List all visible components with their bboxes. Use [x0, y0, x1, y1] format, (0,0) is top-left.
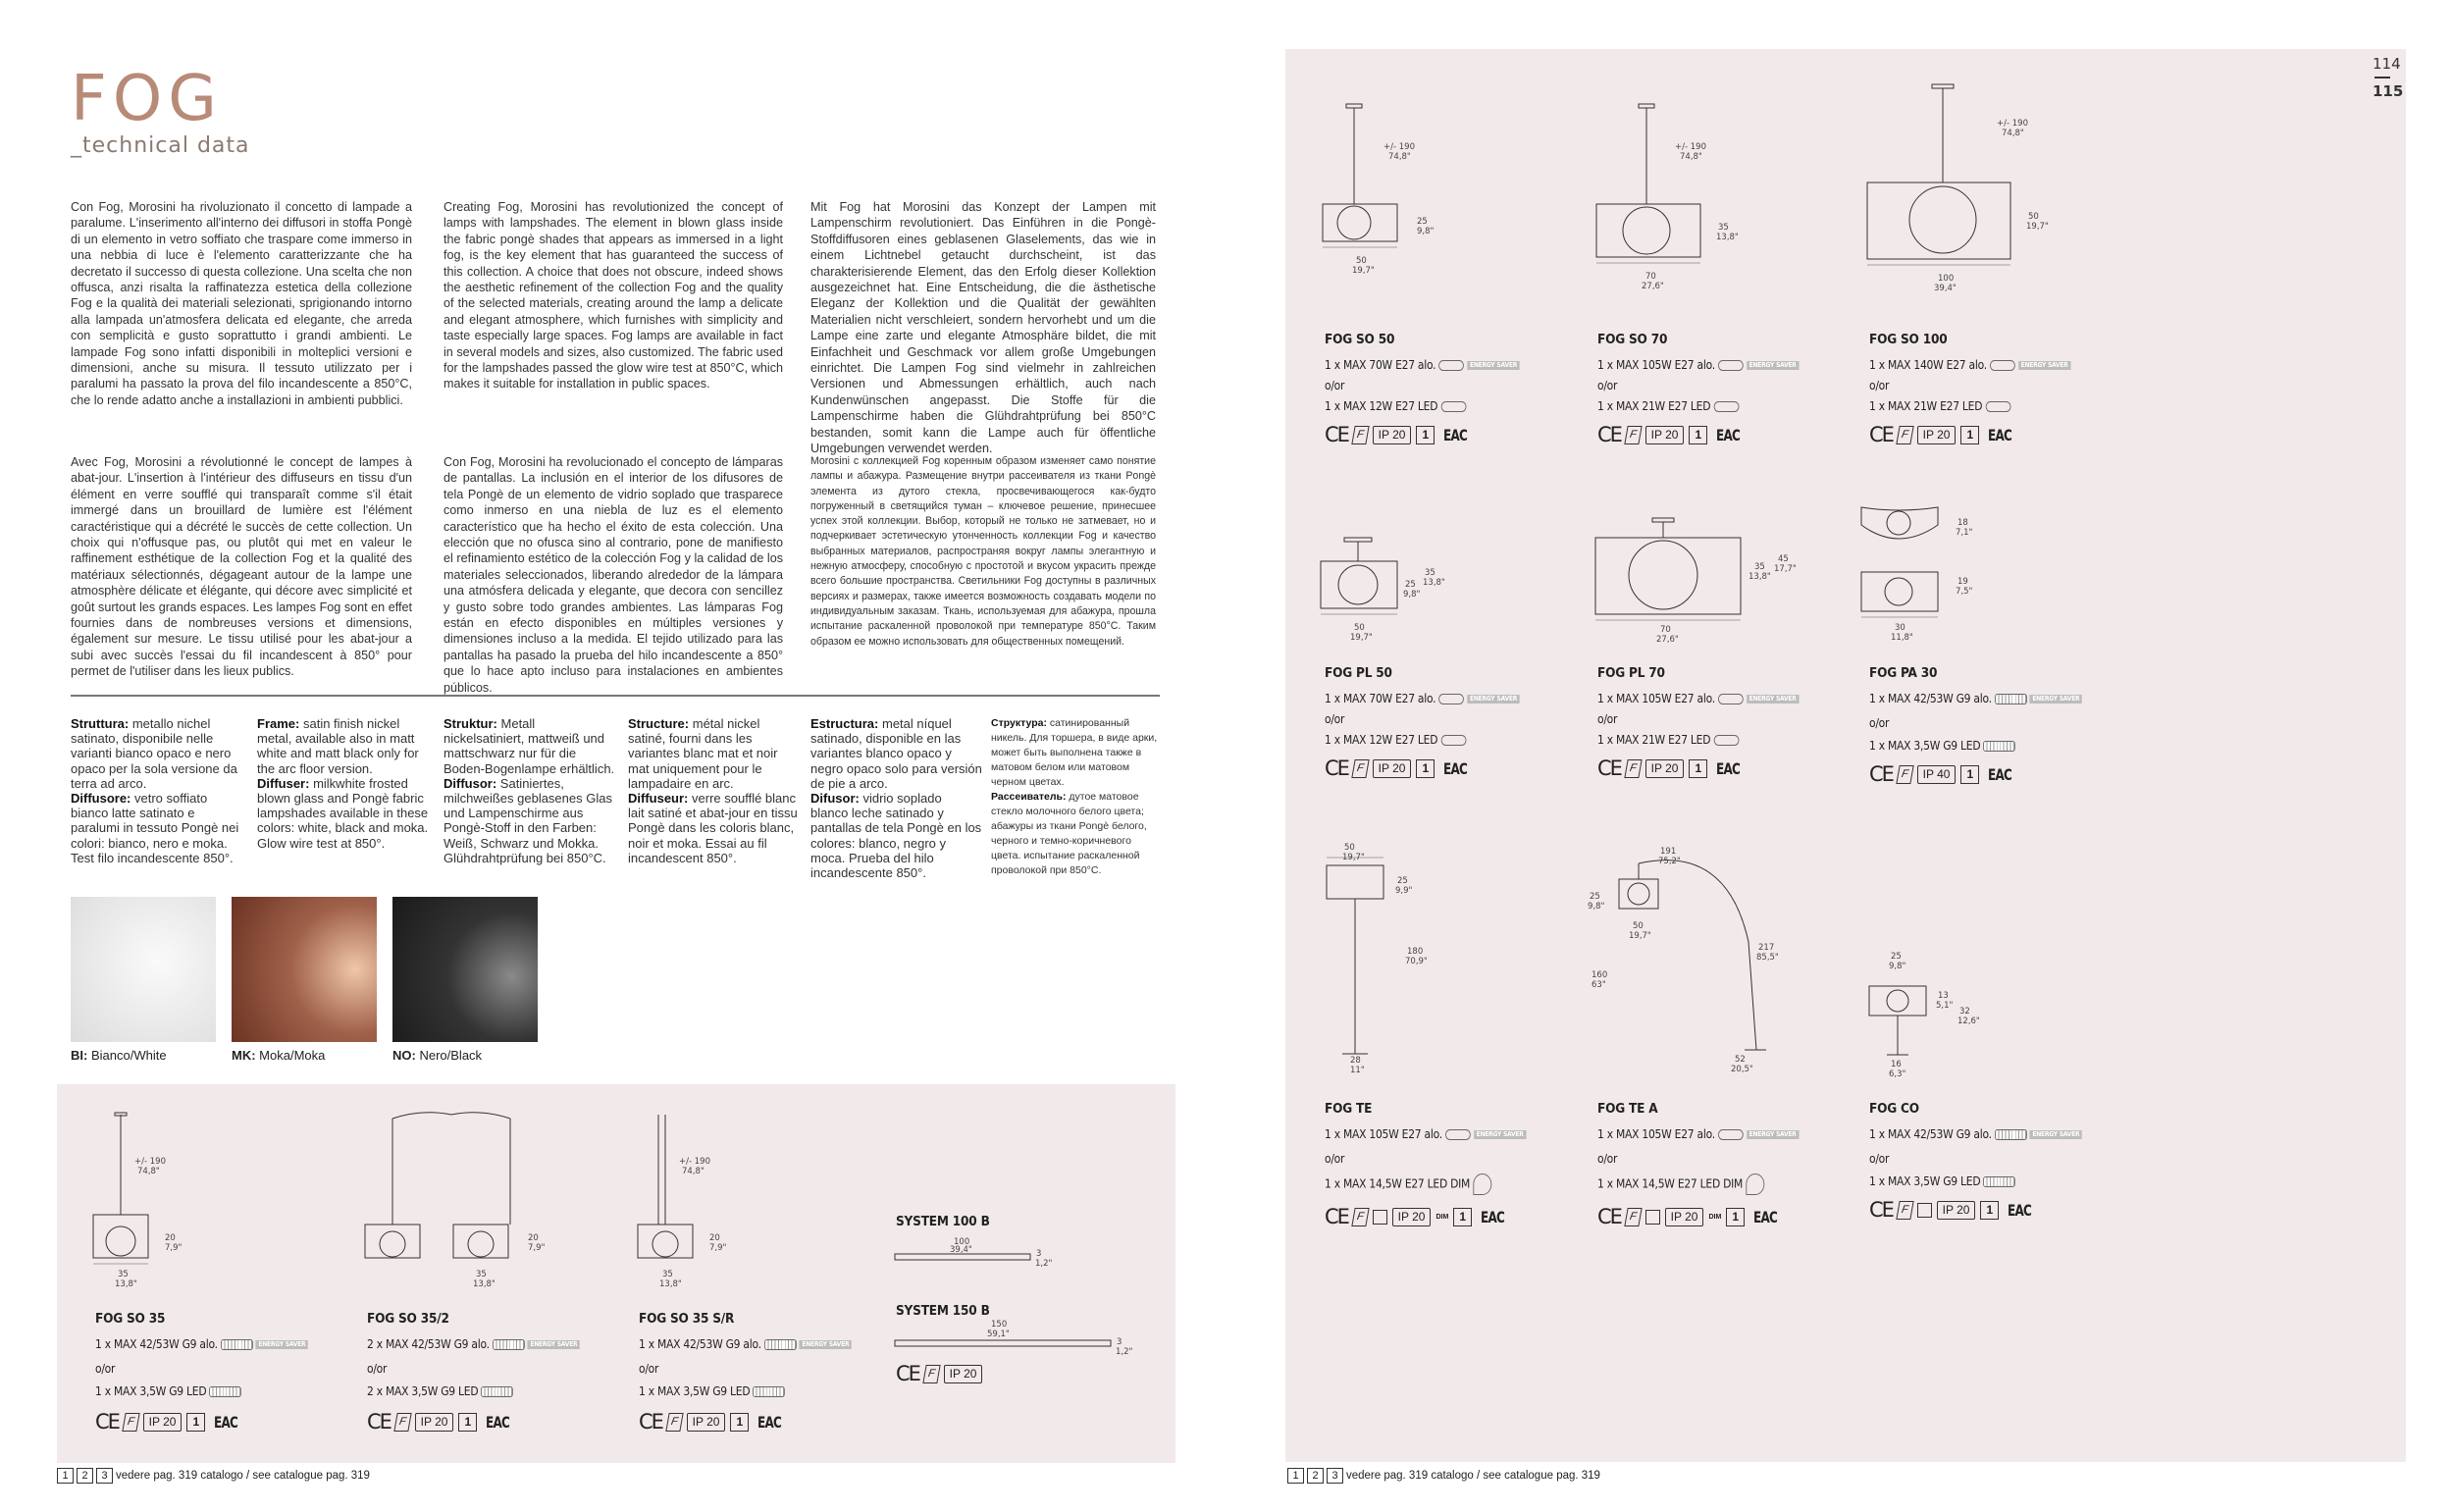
- svg-text:13,8": 13,8": [1716, 233, 1739, 242]
- product-pl50: FOG PL 50 1 x MAX 70W E27 alo. ENERGY SAVER o/or 1 x MAX 12W E27 LED CE F IP 20 1 EAC: [1325, 665, 1551, 780]
- svg-text:70: 70: [1645, 272, 1656, 282]
- svg-text:70,9": 70,9": [1405, 957, 1428, 966]
- page-number-divider: [2375, 77, 2390, 78]
- svg-text:9,8": 9,8": [1403, 590, 1421, 600]
- page-subtitle: _technical data: [71, 133, 250, 158]
- svg-text:3: 3: [1036, 1249, 1042, 1259]
- svg-text:3: 3: [1117, 1337, 1122, 1347]
- svg-text:20: 20: [165, 1233, 176, 1243]
- drawing-so352: [363, 1109, 559, 1315]
- svg-text:13: 13: [1938, 991, 1949, 1001]
- swatch-label-black: NO: Nero/Black: [392, 1048, 483, 1063]
- svg-text:35: 35: [1718, 223, 1729, 233]
- svg-text:17,7": 17,7": [1774, 564, 1797, 574]
- svg-text:+/- 190: +/- 190: [1383, 142, 1415, 152]
- svg-text:13,8": 13,8": [115, 1279, 137, 1289]
- svg-text:50: 50: [1356, 256, 1367, 266]
- product-so100: FOG SO 100 1 x MAX 140W E27 alo. ENERGY SAVER o/or 1 x MAX 21W E27 LED CE F IP 20 1 EAC: [1869, 332, 2104, 446]
- swatch-label-moka: MK: Moka/Moka: [232, 1048, 326, 1063]
- svg-text:25: 25: [1405, 580, 1416, 590]
- product-so50: FOG SO 50 1 x MAX 70W E27 alo. ENERGY SAVER o/or 1 x MAX 12W E27 LED CE F IP 20 1 EAC: [1325, 332, 1551, 446]
- svg-text:7,9": 7,9": [528, 1243, 546, 1253]
- product-so35sr: FOG SO 35 S/R 1 x MAX 42/53W G9 alo. ENERGY SAVER o/or 1 x MAX 3,5W G9 LED CE F IP 20 1 EAC: [639, 1311, 886, 1434]
- svg-text:28: 28: [1350, 1056, 1361, 1066]
- svg-text:100: 100: [954, 1237, 970, 1247]
- svg-text:74,8": 74,8": [2002, 129, 2024, 138]
- ip-rating: IP 20: [944, 1365, 983, 1383]
- swatch-black[interactable]: [392, 897, 538, 1042]
- svg-text:30: 30: [1895, 623, 1905, 633]
- page-number-left: 114: [2373, 55, 2401, 73]
- product-pa30: FOG PA 30 1 x MAX 42/53W G9 alo. ENERGY SAVER o/or 1 x MAX 3,5W G9 LED CE F IP 40 1 EAC: [1869, 665, 2116, 786]
- svg-text:63": 63": [1592, 980, 1606, 990]
- svg-text:9,8": 9,8": [1588, 902, 1605, 912]
- drawing-so70: [1585, 98, 1761, 294]
- svg-text:52: 52: [1735, 1055, 1746, 1065]
- svg-text:13,8": 13,8": [659, 1279, 682, 1289]
- page-number-right: 115: [2373, 82, 2404, 100]
- swatch-moka[interactable]: [232, 897, 377, 1042]
- drawing-pl50: [1315, 530, 1491, 657]
- svg-text:191: 191: [1660, 847, 1677, 857]
- svg-text:18: 18: [1957, 518, 1968, 528]
- svg-text:217: 217: [1758, 943, 1775, 953]
- svg-text:59,1": 59,1": [987, 1330, 1010, 1339]
- spec-spanish: Estructura: metal níquel satinado, disponible en las variantes blanco opaco y negro opaco solo para versión de pie a arco. Difusor: vidrio soplado blanco leche satinado y pantallas de tela Pongè en los colores: blanco, negro y moca. Prueba del hilo incandescente 850°.: [810, 716, 982, 881]
- f-mark-icon: F: [922, 1365, 940, 1383]
- svg-text:27,6": 27,6": [1656, 635, 1679, 645]
- swatch-white[interactable]: [71, 897, 216, 1042]
- product-co: FOG CO 1 x MAX 42/53W G9 alo. ENERGY SAVER o/or 1 x MAX 3,5W G9 LED CE F IP 20 1 EAC: [1869, 1101, 2116, 1222]
- drawing-so100: [1859, 78, 2056, 304]
- svg-text:13,8": 13,8": [1423, 578, 1445, 588]
- svg-text:9,9": 9,9": [1395, 886, 1413, 896]
- svg-text:20: 20: [709, 1233, 720, 1243]
- svg-text:150: 150: [991, 1320, 1008, 1330]
- svg-text:50: 50: [1344, 843, 1355, 853]
- svg-text:35: 35: [662, 1270, 673, 1279]
- svg-text:20: 20: [528, 1233, 539, 1243]
- e27-bulb-icon: [1438, 360, 1464, 371]
- e27-led-icon: [1440, 401, 1466, 412]
- svg-text:+/- 190: +/- 190: [134, 1157, 166, 1167]
- svg-text:50: 50: [1633, 921, 1644, 931]
- svg-text:11,8": 11,8": [1891, 633, 1913, 643]
- cert-system: [896, 1362, 982, 1385]
- text-italian: Con Fog, Morosini ha rivoluzionato il concetto di lampade a paralume. L'inserimento all'interno dei diffusori in stoffa Pongè di un elemento in vetro soffiato che traspare come immerso in una nebbia di luce è l'elemento caratterizzante che ha decretato il successo di questa collezione. Una scelta che non offusca, anzi risalta la raffinatezza estetica della collezione Fog e la qualità dei materiali selezionati, sprigionando intorno alla lampada un'atmosfera delicata ed elegante, che arreda con semplicità e gusto soprattutto i grandi ambienti. Le lampade Fog sono infatti disponibili in molteplici versioni e dimensioni, anche su misura. Il tessuto utilizzato per i paralumi ha passato la prova del filo incandescente a 850°C, che lo rende adatto anche a installazioni in ambienti pubblici.: [71, 200, 412, 407]
- svg-text:160: 160: [1592, 970, 1608, 980]
- svg-text:50: 50: [2028, 212, 2039, 222]
- svg-text:19,7": 19,7": [1350, 633, 1373, 643]
- svg-text:85,5": 85,5": [1756, 953, 1779, 963]
- product-so35: FOG SO 35 1 x MAX 42/53W G9 alo. ENERGY SAVER o/or 1 x MAX 3,5W G9 LED CE F IP 20 1 EAC: [95, 1311, 342, 1434]
- svg-text:32: 32: [1959, 1007, 1970, 1017]
- text-german: Mit Fog hat Morosini das Konzept der Lampen mit Lampenschirm revolutioniert. Das Einführen in die Pongè-Stoffdiffusoren eines geblasenen Glaselements, das wie in einem Lichtnebel getaucht durchscheint, ist das charakterisierende Element, das den Erfolg dieser Kollektion ausgezeichnet hat. Eine Entscheidung, die die ästhetische Eleganz der Kollektion und die Qualität der gewählten Materialien nicht verschleiert, sondern hervorhebt und um die Lampe eine zarte und elegante Atmosphäre bildet, die mit Einfachheit und Geschmack vor allem große Umgebungen einrichtet. Die Lampen Fog sind vielmehr in zahlreichen Versionen und Abmessungen erhältlich, auch nach Kundenwünschen angepasst. Die Stoffe für die Lampenschirme haben die Glühdrahtprüfung bei 850°C bestanden, somit kann die Lampe auch für öffentliche Umgebungen verwendet werden.: [810, 200, 1156, 456]
- svg-text:39,4": 39,4": [950, 1245, 972, 1255]
- spec-russian: Структура: сатинированный никель. Для торшера, в виде арки, может быть выполнена также в матовом белом или матовом черном цветах. Рассеиватель: дутое матовое стекло молочного белого цвета; абажуры из ткани Pongè белого, черного и темно-коричневого цвета. испытание раскаленной проволокой при 850°С.: [991, 717, 1158, 876]
- product-tea: FOG TE A 1 x MAX 105W E27 alo. ENERGY SAVER o/or 1 x MAX 14,5W E27 LED DIM CE F IP 20 DIM 1 EAC: [1597, 1101, 1832, 1228]
- svg-text:35: 35: [118, 1270, 129, 1279]
- svg-text:39,4": 39,4": [1934, 284, 1957, 293]
- g9-bulb-icon: [221, 1339, 253, 1350]
- svg-text:16: 16: [1891, 1060, 1902, 1069]
- spec-italian: Struttura: metallo nichel satinato, disponibile nelle varianti bianco opaco e nero opaco per la sola versione da terra ad arco. Diffusore: vetro soffiato bianco latte satinato e paralumi in tessuto Pongè nei colori: bianco, nero e moka. Test filo incandescente 850°.: [71, 716, 239, 865]
- svg-text:45: 45: [1778, 554, 1789, 564]
- drawing-tea: [1580, 844, 1815, 1079]
- svg-text:+/- 190: +/- 190: [1997, 119, 2028, 129]
- product-name-system100: SYSTEM 100 B: [896, 1214, 990, 1229]
- svg-text:70: 70: [1660, 625, 1671, 635]
- divider: [71, 695, 1160, 697]
- svg-text:5,1": 5,1": [1936, 1001, 1954, 1011]
- svg-text:35: 35: [476, 1270, 487, 1279]
- svg-text:13,8": 13,8": [1748, 572, 1771, 582]
- svg-text:74,8": 74,8": [137, 1167, 160, 1176]
- footer-left: 1 2 3 vedere pag. 319 catalogo / see catalogue pag. 319: [57, 1468, 370, 1484]
- svg-text:20,5": 20,5": [1731, 1065, 1753, 1074]
- svg-text:7,9": 7,9": [165, 1243, 183, 1253]
- svg-text:25: 25: [1397, 876, 1408, 886]
- drawing-so35: [83, 1109, 191, 1315]
- footer-right: 1 2 3 vedere pag. 319 catalogo / see catalogue pag. 319: [1287, 1468, 1600, 1484]
- eac-mark-icon: EAC: [214, 1412, 238, 1432]
- svg-text:9,8": 9,8": [1889, 962, 1906, 971]
- svg-text:+/- 190: +/- 190: [1675, 142, 1706, 152]
- svg-text:74,8": 74,8": [1388, 152, 1411, 162]
- drawing-system150: [893, 1317, 1133, 1366]
- text-english: Creating Fog, Morosini has revolutionized the concept of lamps with lampshades. The element in blown glass inside the fabric pongè shades that appears as immersed in a light fog, is the key element that has guaranteed the success of this collection. A choice that does not obscure, indeed shows the aesthetic refinement of the collection Fog and the quality of the selected materials, creating around the lamp a delicate and elegant atmosphere, which furnishes with simplicity and taste especially large spaces. Fog lamps are available in fact in several models and sizes, also customized. The fabric used for the lampshades passed the glow wire test at 850°C, which makes it suitable for installation in public spaces.: [444, 200, 783, 391]
- svg-text:19,7": 19,7": [1629, 931, 1651, 941]
- text-spanish: Con Fog, Morosini ha revolucionado el concepto de lámparas de pantallas. La inclusión en el interior de los difusores de tela Pongè de un elemento de vidrio soplado que trasparece como inmerso en una niebla de luz es el elemento característico que ha hecho el éxito de esta colección. Una elección que no ofusca sino al contrario, pone de manifiesto el refinamiento estético de la colección Fog y la calidad de los materiales seleccionados, liberando alrededor de la lámpara una atmósfera delicada y elegante, que decora con sencillez y gusto sobre todo grandes ambientes. Las lámparas Fog están en efecto disponibles en múltiples versiones y dimensiones incluso a la medida. El tejido utilizado para las pantallas ha pasado la prueba del hilo incandescente a 850° que lo hace apto incluso para instalaciones en ambientes públicos.: [444, 455, 783, 695]
- spec-german: Struktur: Metall nickelsatiniert, mattweiß und mattschwarz nur für die Boden-Bogenlampe erhältlich. Diffusor: Satiniertes, milchweißes geblasenes Glas und Lampenschirme aus Pongè-Stoff in den Farben: Weiß, Schwarz und Mokka. Glühdrahtprüfung bei 850°C.: [444, 716, 615, 865]
- svg-text:19,7": 19,7": [1352, 266, 1375, 276]
- svg-text:19: 19: [1957, 577, 1968, 587]
- drawing-pl70: [1590, 510, 1797, 657]
- svg-text:1,2": 1,2": [1035, 1259, 1053, 1269]
- svg-text:100: 100: [1938, 274, 1955, 284]
- svg-text:19,7": 19,7": [1342, 853, 1365, 862]
- svg-text:12,6": 12,6": [1957, 1017, 1980, 1026]
- svg-text:75,2": 75,2": [1658, 857, 1681, 866]
- svg-text:35: 35: [1754, 562, 1765, 572]
- svg-text:7,9": 7,9": [709, 1243, 727, 1253]
- svg-text:19,7": 19,7": [2026, 222, 2049, 232]
- product-te: FOG TE 1 x MAX 105W E27 alo. ENERGY SAVER o/or 1 x MAX 14,5W E27 LED DIM CE F IP 20 DIM 1 EAC: [1325, 1101, 1559, 1228]
- dim-icon: DIM: [1435, 1213, 1449, 1221]
- page-title: FOG: [71, 63, 223, 135]
- svg-text:9,8": 9,8": [1417, 227, 1435, 236]
- text-french: Avec Fog, Morosini a révolutionné le concept de lampes à abat-jour. L'insertion à l'intérieur des diffuseurs en tissu d'un élément en verre soufflé qui transparaît comme s'il était immergé dans un brouillard de lumière est l'élément caractéristique qui a décrété le succès de cette collection. Un choix qui n'offusque pas, ou plutôt qui met en valeur le raffinement esthétique de la collection Fog et la qualité des matériaux sélectionnés, dégageant autour de la lampe une atmosphère délicate et élégante, qui décore avec simplicité et goût surtout les grands espaces. Les lampes Fog sont en effet fournies dans de nombreuses versions et dimensions, également sur mesure. Le tissu utilisé pour les abat-jour a subi avec succès l'essai du fil incandescent à 850° pour permet de l'utiliser dans les lieux publics.: [71, 455, 412, 679]
- svg-text:50: 50: [1354, 623, 1365, 633]
- spec-french: Structure: métal nickel satiné, fourni dans les variantes blanc mat et noir mat uniquement pour le lampadaire en arc. Diffuseur: verre soufflé blanc lait satiné et abat-jour en tissu Pongè dans les coloris blanc, noir et moka. Essai au fil incandescent 850°.: [628, 716, 798, 865]
- spec-english: Frame: satin finish nickel metal, available also in matt white and matt black only for the arc floor version. Diffuser: milkwhite frosted blown glass and Pongè fabric lampshades available in these colors: white, black and moka. Glow wire test at 850°.: [257, 716, 429, 851]
- product-pl70: FOG PL 70 1 x MAX 105W E27 alo. ENERGY SAVER o/or 1 x MAX 21W E27 LED CE F IP 20 1 EAC: [1597, 665, 1832, 780]
- ce-mark-icon: CE: [896, 1362, 919, 1385]
- drawing-so35sr: [628, 1109, 736, 1315]
- g9-led-icon: [210, 1386, 242, 1397]
- drawing-te: [1315, 844, 1452, 1079]
- class2-icon: [1373, 1210, 1387, 1225]
- svg-text:6,3": 6,3": [1889, 1069, 1906, 1079]
- svg-text:35: 35: [1425, 568, 1435, 578]
- svg-text:11": 11": [1350, 1066, 1365, 1075]
- svg-text:7,1": 7,1": [1956, 528, 1973, 538]
- svg-text:27,6": 27,6": [1642, 282, 1664, 291]
- svg-text:1,2": 1,2": [1116, 1347, 1133, 1357]
- swatch-label-white: BI: Bianco/White: [71, 1048, 167, 1063]
- drawing-so50: [1315, 98, 1462, 294]
- product-name-system150: SYSTEM 150 B: [896, 1303, 990, 1319]
- drawing-co: [1859, 947, 1997, 1084]
- svg-text:25: 25: [1590, 892, 1600, 902]
- drawing-pa30: [1859, 505, 2007, 652]
- svg-text:25: 25: [1891, 952, 1902, 962]
- product-so70: FOG SO 70 1 x MAX 105W E27 alo. ENERGY SAVER o/or 1 x MAX 21W E27 LED CE F IP 20 1 EAC: [1597, 332, 1832, 446]
- svg-text:180: 180: [1407, 947, 1424, 957]
- drawing-system100: [893, 1234, 1053, 1283]
- svg-text:74,8": 74,8": [1680, 152, 1702, 162]
- svg-text:13,8": 13,8": [473, 1279, 496, 1289]
- svg-text:74,8": 74,8": [682, 1167, 705, 1176]
- svg-text:25: 25: [1417, 217, 1428, 227]
- svg-text:7,5": 7,5": [1956, 587, 1973, 597]
- svg-text:+/- 190: +/- 190: [679, 1157, 710, 1167]
- text-russian: Morosini с коллекцией Fog коренным образом изменяет само понятие лампы и абажура. Размещение внутри рассеивателя из ткани Pongè элемента из дутого стекла, просвечивающегося как-будто погруженный в светящийся туман – ключевое решение, принесшее успех этой коллекции. Выбор, который не только не затмевает, но и подчеркивает эстетическую утонченность коллекции Fog и качество выбранных материалов, распространяя вокруг лампы элегантную и нежную атмосферу, способную с простотой и вкусом украсить прежде всего большие пространства. Светильники Fog доступны в различных версиях и размерах, также имеется возможность создавать модели по индивидуальным заказам. Ткань, используемая для абажура, прошла испытание раскаленной проволокой при температуре 850°С. Таким образом ее можно использовать для общественных помещений.: [810, 455, 1156, 648]
- product-so352: FOG SO 35/2 2 x MAX 42/53W G9 alo. ENERGY SAVER o/or 2 x MAX 3,5W G9 LED CE F IP 20 1 EAC: [367, 1311, 614, 1434]
